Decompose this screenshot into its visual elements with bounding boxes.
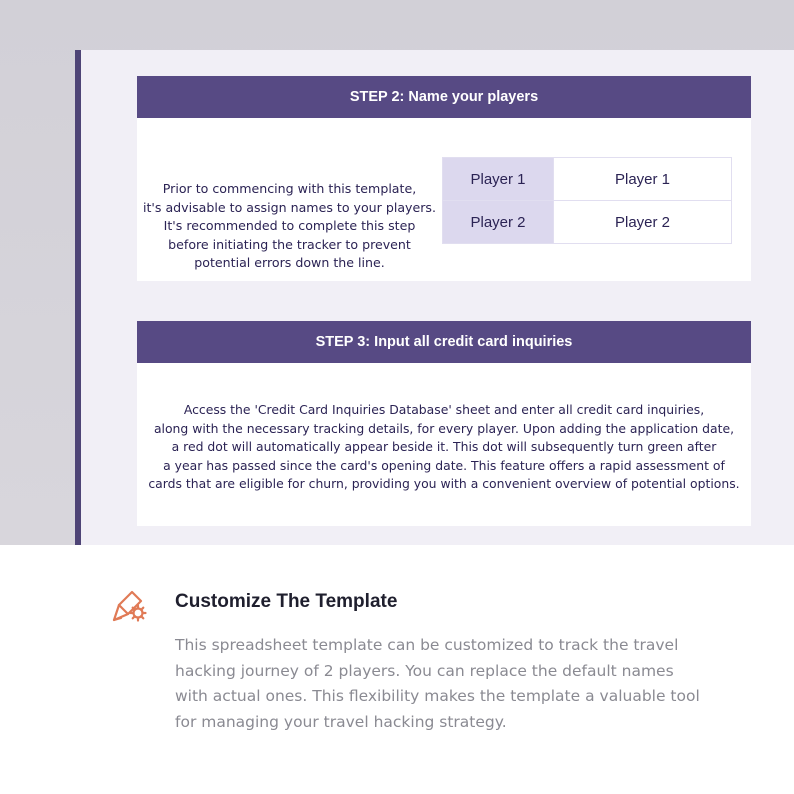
step3-line: Access the 'Credit Card Inquiries Database' sheet and enter all credit card inquiries, [183, 402, 705, 417]
step2-line: It's recommended to complete this step [163, 218, 416, 233]
sheet-edge-bar [75, 50, 81, 545]
step3-line: along with the necessary tracking details, for every player. Upon adding the application date, [153, 420, 735, 436]
feature-line: for managing your travel hacking strategy. [175, 712, 507, 731]
feature-line: hacking journey of 2 players. You can replace the default names [175, 661, 674, 680]
players-table [442, 157, 732, 244]
step3-panel [137, 321, 751, 526]
feature-description [175, 633, 735, 735]
table-row [443, 158, 732, 201]
player-name-cell[interactable]: Player 2 [554, 201, 732, 244]
player-label-cell: Player 1 [443, 158, 554, 201]
step3-line: cards that are eligible for churn, providing you with a convenient overview of potential options. [148, 476, 740, 491]
spreadsheet-sheet [75, 50, 794, 545]
player-name-cell[interactable]: Player 1 [554, 158, 732, 201]
feature-line: This spreadsheet template can be customized to track the travel [175, 636, 679, 654]
step2-line: Prior to commencing with this template, [162, 181, 417, 196]
step2-description [137, 180, 442, 273]
step2-line: it's advisable to assign names to your players. [142, 199, 436, 215]
step2-line: before initiating the tracker to prevent [168, 236, 411, 252]
feature-line: with actual ones. This flexibility makes the template a valuable tool [175, 687, 700, 705]
feature-title: Customize The Template [175, 591, 398, 612]
step3-description [137, 401, 751, 494]
step2-line: potential errors down the line. [194, 255, 385, 270]
step3-line: a red dot will automatically appear beside it. This dot will subsequently turn green after [171, 439, 717, 454]
customize-gear-icon [110, 585, 152, 627]
step3-line: a year has passed since the card's opening date. This feature offers a rapid assessment of [163, 457, 725, 473]
table-row [443, 201, 732, 244]
step2-panel [137, 76, 751, 281]
player-label-cell: Player 2 [443, 201, 554, 244]
step2-header: STEP 2: Name your players [137, 76, 751, 118]
step3-header: STEP 3: Input all credit card inquiries [137, 321, 751, 363]
